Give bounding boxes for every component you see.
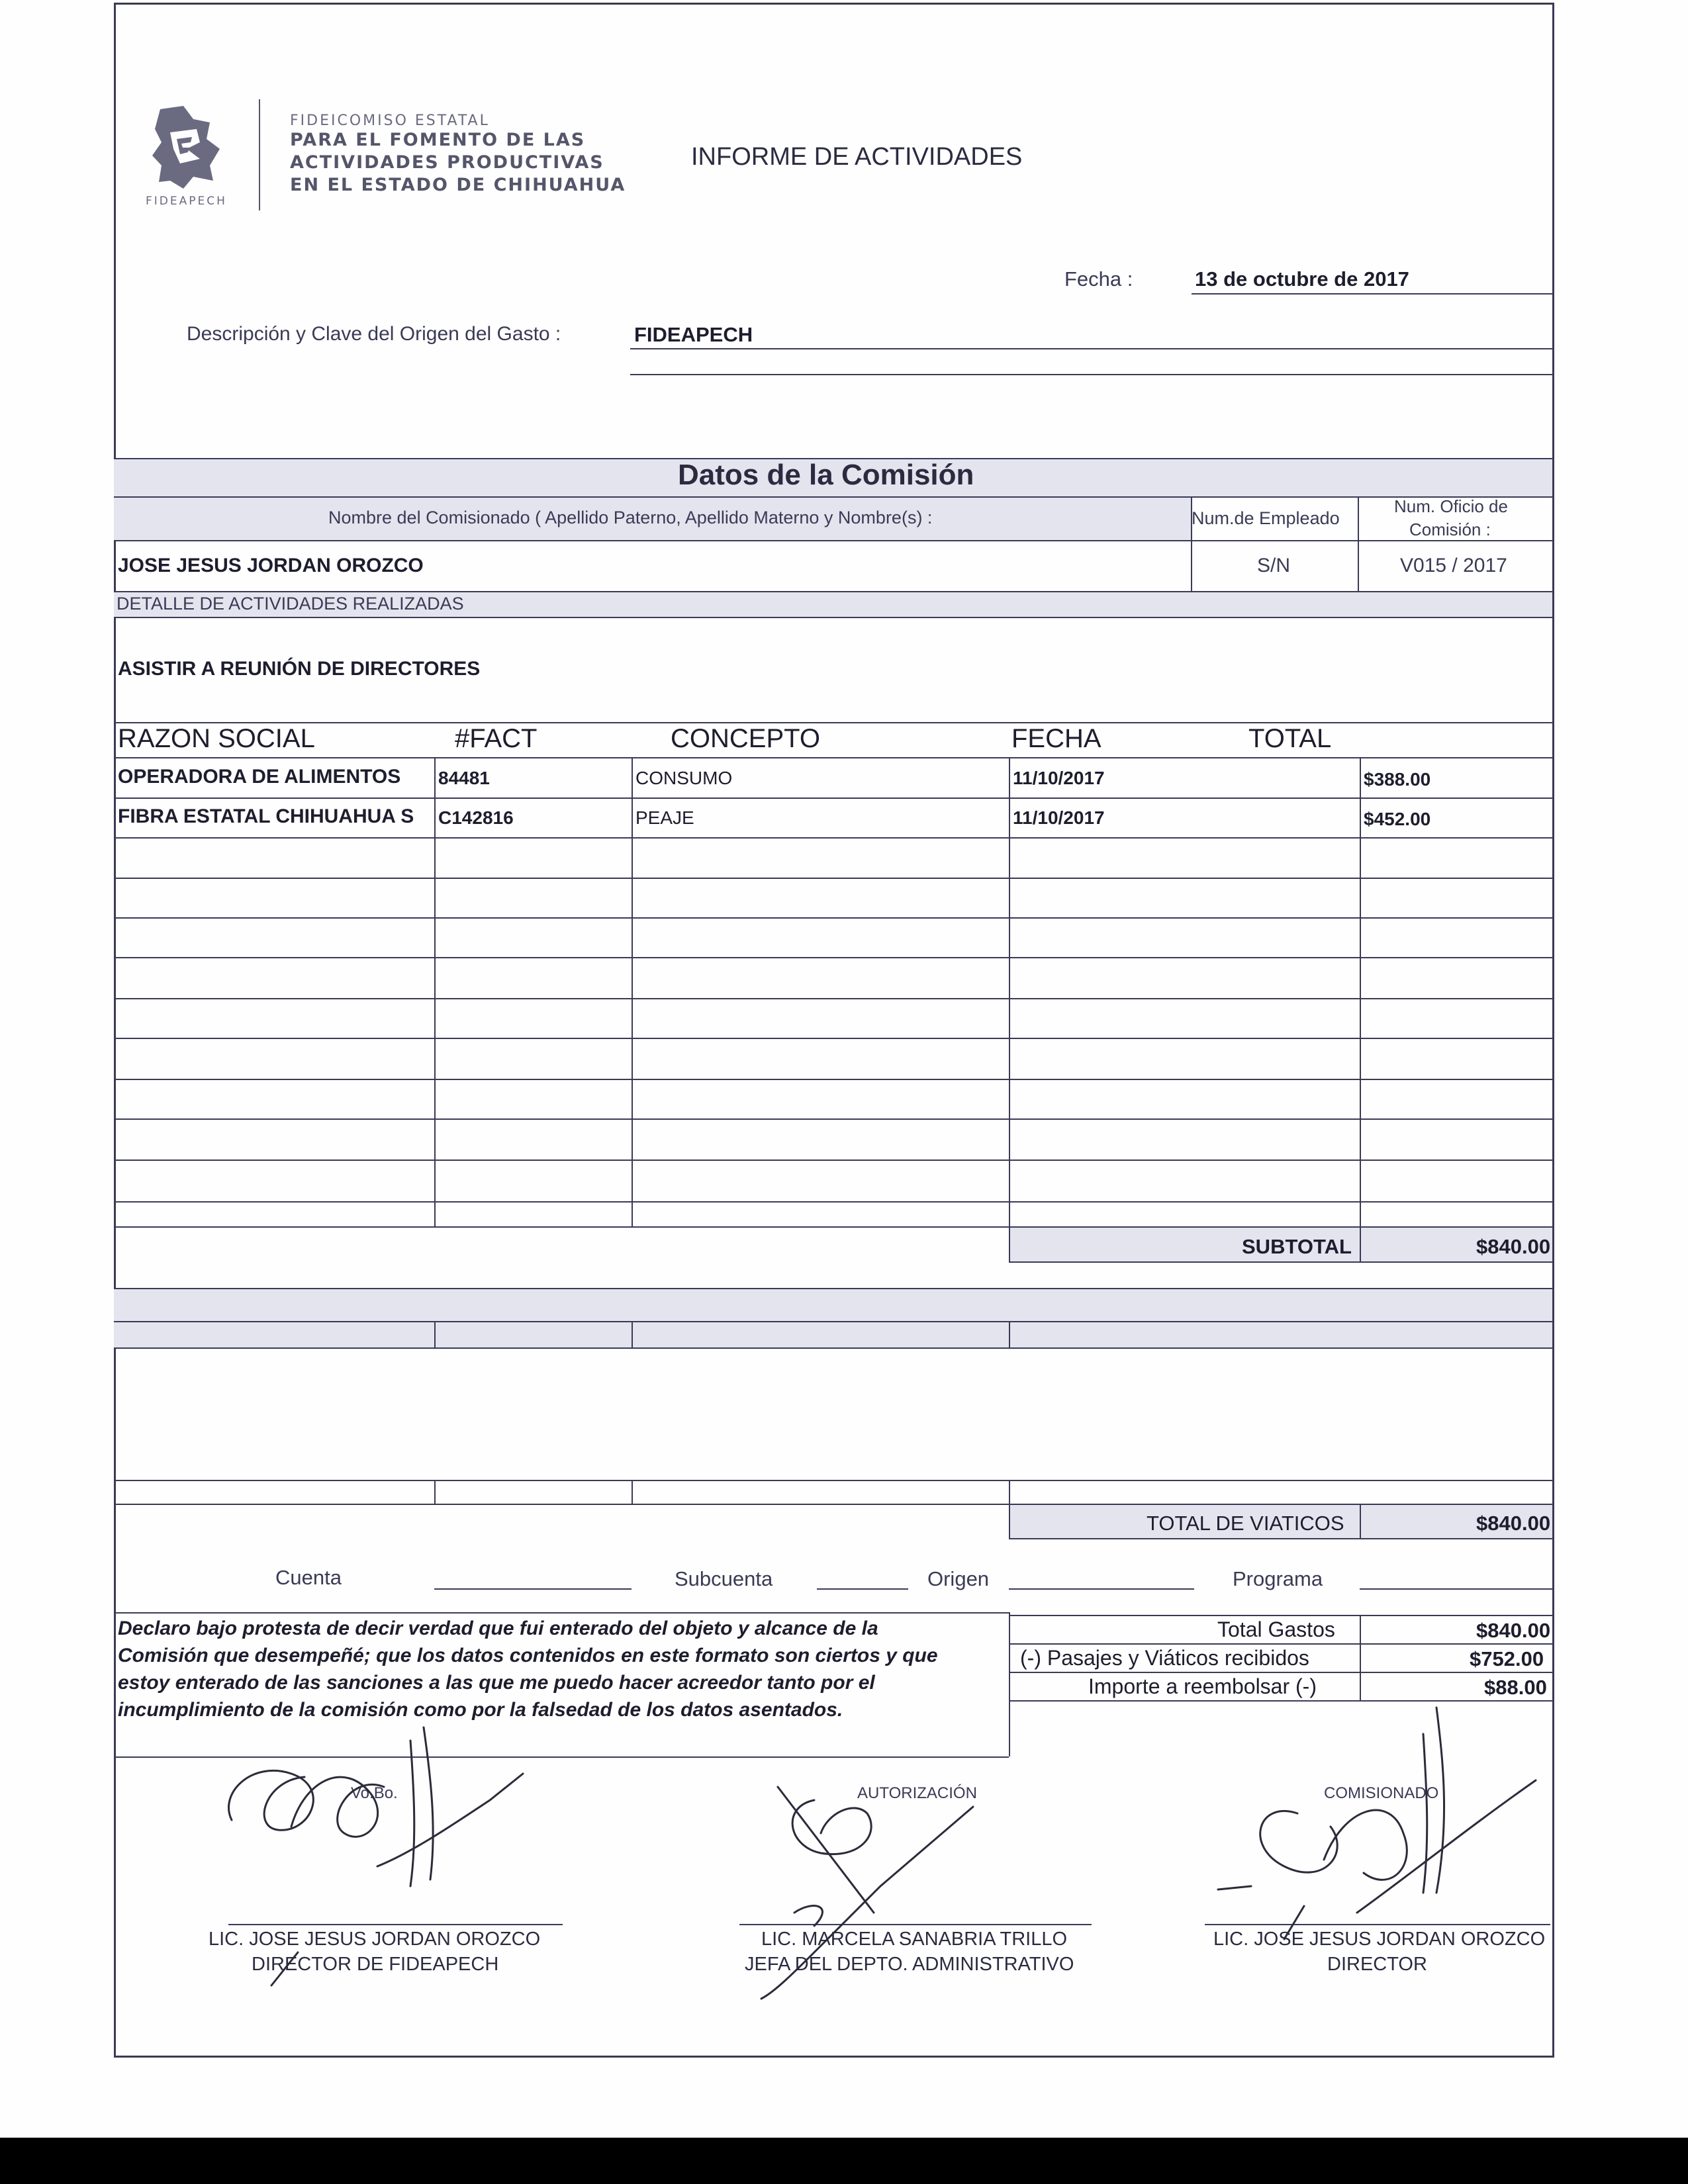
programa-label: Programa — [1233, 1567, 1323, 1590]
nombre-label: Nombre del Comisionado ( Apellido Paterno, Apellido Materno y Nombre(s) : — [328, 508, 933, 527]
row2-concepto: PEAJE — [635, 807, 694, 828]
rule — [1009, 757, 1010, 1262]
row2-fecha: 11/10/2017 — [1013, 807, 1105, 828]
comisionado-signature — [1192, 1694, 1562, 1992]
rule — [632, 1480, 633, 1504]
autorizacion-signature — [708, 1780, 1053, 2019]
org-name — [290, 113, 626, 197]
subtotal-value: $840.00 — [1476, 1235, 1551, 1258]
declaracion-line-3: estoy enterado de las sanciones a las que me puedo hacer acreedor tanto por el — [118, 1672, 875, 1694]
detalle-label: DETALLE DE ACTIVIDADES REALIZADAS — [117, 594, 464, 614]
row1-fact: 84481 — [438, 768, 490, 788]
subcuenta-field[interactable] — [817, 1588, 908, 1590]
rule — [1360, 1504, 1361, 1538]
declaracion-text — [118, 1615, 938, 1723]
vobo-title: DIRECTOR DE FIDEAPECH — [252, 1954, 499, 1975]
rule — [114, 1201, 1552, 1203]
reembolso-value: $88.00 — [1484, 1676, 1547, 1699]
rule — [114, 496, 1552, 498]
declaracion-line-4: incumplimiento de la comisión como por la falsedad de los datos asentados. — [118, 1699, 843, 1721]
org-line-2: PARA EL FOMENTO DE LAS — [290, 130, 586, 150]
total-gastos-value: $840.00 — [1476, 1619, 1551, 1642]
scan-bottom-edge — [0, 2138, 1688, 2184]
cuenta-field[interactable] — [434, 1588, 632, 1590]
rule — [632, 1321, 633, 1347]
row1-razon: OPERADORA DE ALIMENTOS — [118, 766, 401, 788]
vobo-signature — [212, 1721, 556, 2012]
rule — [114, 540, 1552, 541]
oficio-label-1: Num. Oficio de — [1394, 496, 1508, 516]
comisionado-name: LIC. JOSE JESUS JORDAN OROZCO — [1213, 1929, 1546, 1950]
empleado-value: S/N — [1257, 555, 1291, 576]
rule — [114, 917, 1552, 919]
rule — [1009, 1615, 1552, 1616]
oficio-label-2: Comisión : — [1409, 520, 1491, 539]
rule — [114, 757, 1552, 758]
viaticos-band — [114, 1289, 1552, 1347]
rule — [1358, 496, 1359, 591]
origen-value: FIDEAPECH — [634, 323, 753, 346]
row1-fecha: 11/10/2017 — [1013, 768, 1105, 788]
oficio-value: V015 / 2017 — [1400, 555, 1507, 576]
fecha-underline — [1192, 293, 1552, 295]
fecha-value: 13 de octubre de 2017 — [1195, 267, 1409, 291]
rule — [1360, 757, 1361, 1262]
rule — [114, 1160, 1552, 1161]
rule — [114, 1079, 1552, 1080]
rule — [1009, 1643, 1552, 1645]
empleado-label: Num.de Empleado — [1192, 508, 1340, 528]
row2-fact: C142816 — [438, 807, 514, 828]
comisionado-title: DIRECTOR — [1327, 1954, 1427, 1975]
rule — [434, 1480, 436, 1504]
rule — [632, 757, 633, 1226]
origen-field[interactable] — [1009, 1588, 1194, 1590]
autorizacion-label: AUTORIZACIÓN — [857, 1784, 977, 1802]
org-line-3: ACTIVIDADES PRODUCTIVAS — [290, 152, 604, 173]
col-header-total: TOTAL — [1248, 724, 1332, 753]
rule — [1360, 1615, 1361, 1700]
row1-total: $388.00 — [1364, 769, 1431, 790]
row2-total: $452.00 — [1364, 809, 1431, 829]
fideapech-logo-icon — [147, 103, 226, 202]
row1-concepto: CONSUMO — [635, 768, 733, 788]
origen-underline-2 — [630, 374, 1552, 375]
logo — [147, 103, 226, 202]
rule — [114, 1321, 1552, 1322]
row2-razon: FIBRA ESTATAL CHIHUAHUA S — [118, 805, 414, 827]
nombre-value: JOSE JESUS JORDAN OROZCO — [118, 555, 424, 576]
rule — [114, 998, 1552, 999]
rule — [1009, 1504, 1010, 1538]
rule — [114, 617, 1552, 618]
subtotal-label: SUBTOTAL — [1242, 1235, 1352, 1258]
subcuenta-label: Subcuenta — [675, 1567, 773, 1590]
autorizacion-title: JEFA DEL DEPTO. ADMINISTRATIVO — [745, 1954, 1074, 1975]
declaracion-line-1: Declaro bajo protesta de decir verdad que fui enterado del objeto y alcance de la — [118, 1617, 878, 1639]
col-header-razon: RAZON SOCIAL — [118, 724, 315, 753]
col-header-concepto: CONCEPTO — [671, 724, 820, 753]
rule — [114, 1288, 1552, 1289]
fecha-label: Fecha : — [1064, 267, 1133, 291]
org-line-4: EN EL ESTADO DE CHIHUAHUA — [290, 175, 626, 195]
rule — [1009, 1226, 1010, 1261]
vobo-label: Vo.Bo. — [351, 1784, 398, 1802]
autorizacion-name: LIC. MARCELA SANABRIA TRILLO — [761, 1929, 1068, 1950]
logo-divider — [259, 99, 260, 210]
rule — [434, 757, 436, 1226]
rule — [114, 957, 1552, 958]
comisionado-label: COMISIONADO — [1324, 1784, 1439, 1802]
rule — [1360, 1226, 1361, 1261]
document-title: INFORME DE ACTIVIDADES — [691, 143, 1023, 171]
vobo-name: LIC. JOSE JESUS JORDAN OROZCO — [209, 1929, 541, 1950]
rule — [114, 797, 1552, 799]
reembolso-label: Importe a reembolsar (-) — [1088, 1674, 1317, 1698]
rule — [114, 878, 1552, 879]
col-header-fact: #FACT — [455, 724, 538, 753]
logo-caption: FIDEAPECH — [146, 195, 227, 208]
col-header-fecha: FECHA — [1011, 724, 1102, 753]
rule — [114, 722, 1552, 723]
rule — [114, 1480, 1552, 1481]
org-line-1: FIDEICOMISO ESTATAL — [290, 113, 490, 129]
total-gastos-label: Total Gastos — [1217, 1617, 1335, 1641]
rule — [434, 1321, 436, 1347]
programa-field[interactable] — [1360, 1588, 1552, 1590]
rule — [1009, 1321, 1010, 1347]
pasajes-label: (-) Pasajes y Viáticos recibidos — [1020, 1646, 1309, 1670]
origen-label: Descripción y Clave del Origen del Gasto : — [187, 323, 561, 345]
total-viaticos-value: $840.00 — [1476, 1512, 1551, 1535]
total-viaticos-label: TOTAL DE VIATICOS — [1147, 1512, 1344, 1535]
origen-cuenta-label: Origen — [927, 1567, 990, 1590]
detalle-value: ASISTIR A REUNIÓN DE DIRECTORES — [118, 658, 481, 680]
rule — [1009, 1480, 1010, 1504]
comision-section-title: Datos de la Comisión — [678, 459, 974, 491]
pasajes-value: $752.00 — [1470, 1647, 1544, 1670]
rule — [114, 1038, 1552, 1039]
cuenta-label: Cuenta — [275, 1566, 342, 1589]
rule — [114, 1612, 1009, 1614]
rule — [114, 1118, 1552, 1120]
rule — [114, 1347, 1552, 1349]
rule — [114, 837, 1552, 839]
rule — [1009, 1672, 1552, 1673]
rule — [1009, 1261, 1552, 1263]
declaracion-line-2: Comisión que desempeñé; que los datos contenidos en este formato son ciertos y que — [118, 1645, 938, 1666]
rule — [1009, 1538, 1552, 1539]
rule — [1009, 1612, 1010, 1756]
origen-underline-1 — [630, 348, 1552, 349]
